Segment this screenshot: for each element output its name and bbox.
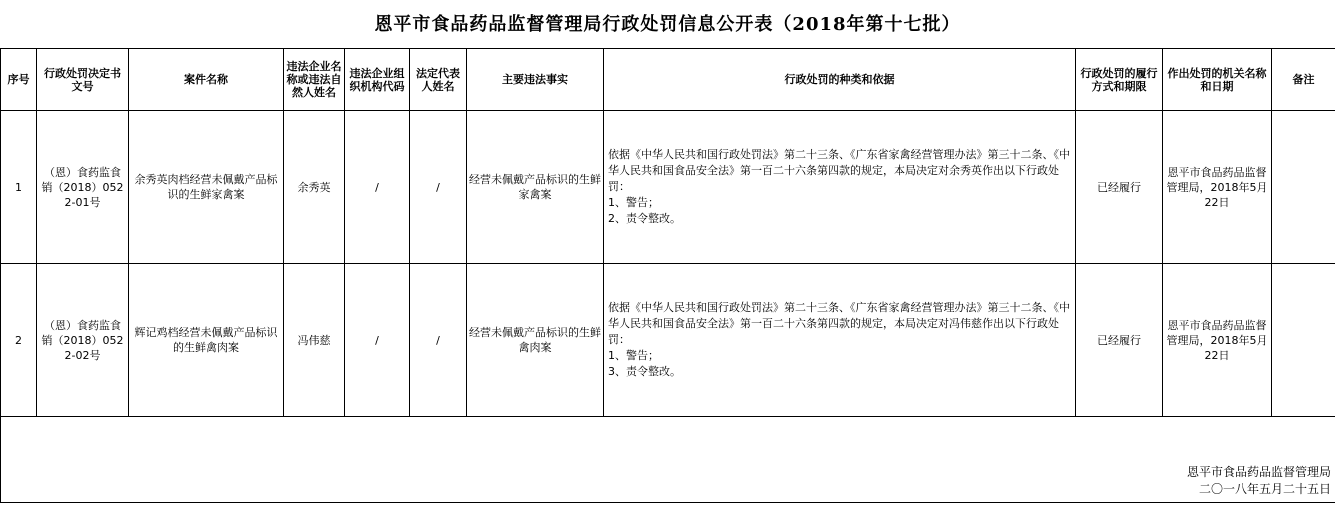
header-org-code: 违法企业组织机构代码 [345, 49, 410, 111]
cell-party: 冯伟慈 [284, 264, 345, 417]
penalty-table [0, 48, 1335, 503]
header-doc-no: 行政处罚决定书文号 [37, 49, 129, 111]
header-basis: 行政处罚的种类和依据 [604, 49, 1076, 111]
cell-remarks [1272, 111, 1335, 264]
header-remarks: 备注 [1272, 49, 1335, 111]
footer-cell [1, 417, 1335, 503]
header-performance: 行政处罚的履行方式和期限 [1076, 49, 1163, 111]
cell-legal-rep: / [410, 111, 467, 264]
footer-signer: 恩平市食品药品监督管理局 [1186, 465, 1331, 479]
header-seq: 序号 [1, 49, 37, 111]
basis-item: 2、责令整改。 [608, 212, 681, 225]
basis-text: 依据《中华人民共和国行政处罚法》第二十三条、《广东省家禽经营管理办法》第三十二条、《中华人民共和国食品安全法》第一百二十六条第四款的规定，本局决定对冯伟慈作出以下行政处罚： [608, 301, 1070, 346]
cell-party: 余秀英 [284, 111, 345, 264]
cell-authority: 恩平市食品药品监督管理局，2018年5月22日 [1163, 264, 1272, 417]
cell-basis [604, 264, 1076, 417]
header-authority: 作出处罚的机关名称和日期 [1163, 49, 1272, 111]
cell-org-code: / [345, 264, 410, 417]
basis-text: 依据《中华人民共和国行政处罚法》第二十三条、《广东省家禽经营管理办法》第三十二条、《中华人民共和国食品安全法》第一百二十六条第四款的规定，本局决定对余秀英作出以下行政处罚： [608, 148, 1070, 193]
header-facts: 主要违法事实 [467, 49, 604, 111]
cell-doc-no: （恩）食药监食销（2018）0522-01号 [37, 111, 129, 264]
basis-item: 1、警告； [608, 349, 659, 362]
header-legal-rep: 法定代表人姓名 [410, 49, 467, 111]
cell-case-name: 辉记鸡档经营未佩戴产品标识的生鲜禽肉案 [129, 264, 284, 417]
cell-authority: 恩平市食品药品监督管理局，2018年5月22日 [1163, 111, 1272, 264]
cell-facts: 经营未佩戴产品标识的生鲜家禽案 [467, 111, 604, 264]
cell-remarks [1272, 264, 1335, 417]
table-row [1, 111, 1335, 264]
cell-seq: 2 [1, 264, 37, 417]
footer-date: 二〇一八年五月二十五日 [1198, 482, 1331, 496]
cell-performance: 已经履行 [1076, 264, 1163, 417]
header-case-name: 案件名称 [129, 49, 284, 111]
basis-item: 1、警告； [608, 196, 659, 209]
cell-legal-rep: / [410, 264, 467, 417]
cell-doc-no: （恩）食药监食销（2018）0522-02号 [37, 264, 129, 417]
cell-org-code: / [345, 111, 410, 264]
table-row [1, 264, 1335, 417]
document-title: 恩平市食品药品监督管理局行政处罚信息公开表（2018年第十七批） [374, 14, 961, 35]
cell-case-name: 余秀英肉档经营未佩戴产品标识的生鲜家禽案 [129, 111, 284, 264]
cell-seq: 1 [1, 111, 37, 264]
cell-facts: 经营未佩戴产品标识的生鲜禽肉案 [467, 264, 604, 417]
header-party: 违法企业名称或违法自然人姓名 [284, 49, 345, 111]
basis-item: 3、责令整改。 [608, 365, 681, 378]
table-header-row [1, 49, 1335, 111]
cell-performance: 已经履行 [1076, 111, 1163, 264]
cell-basis [604, 111, 1076, 264]
table-footer-row [1, 417, 1335, 503]
